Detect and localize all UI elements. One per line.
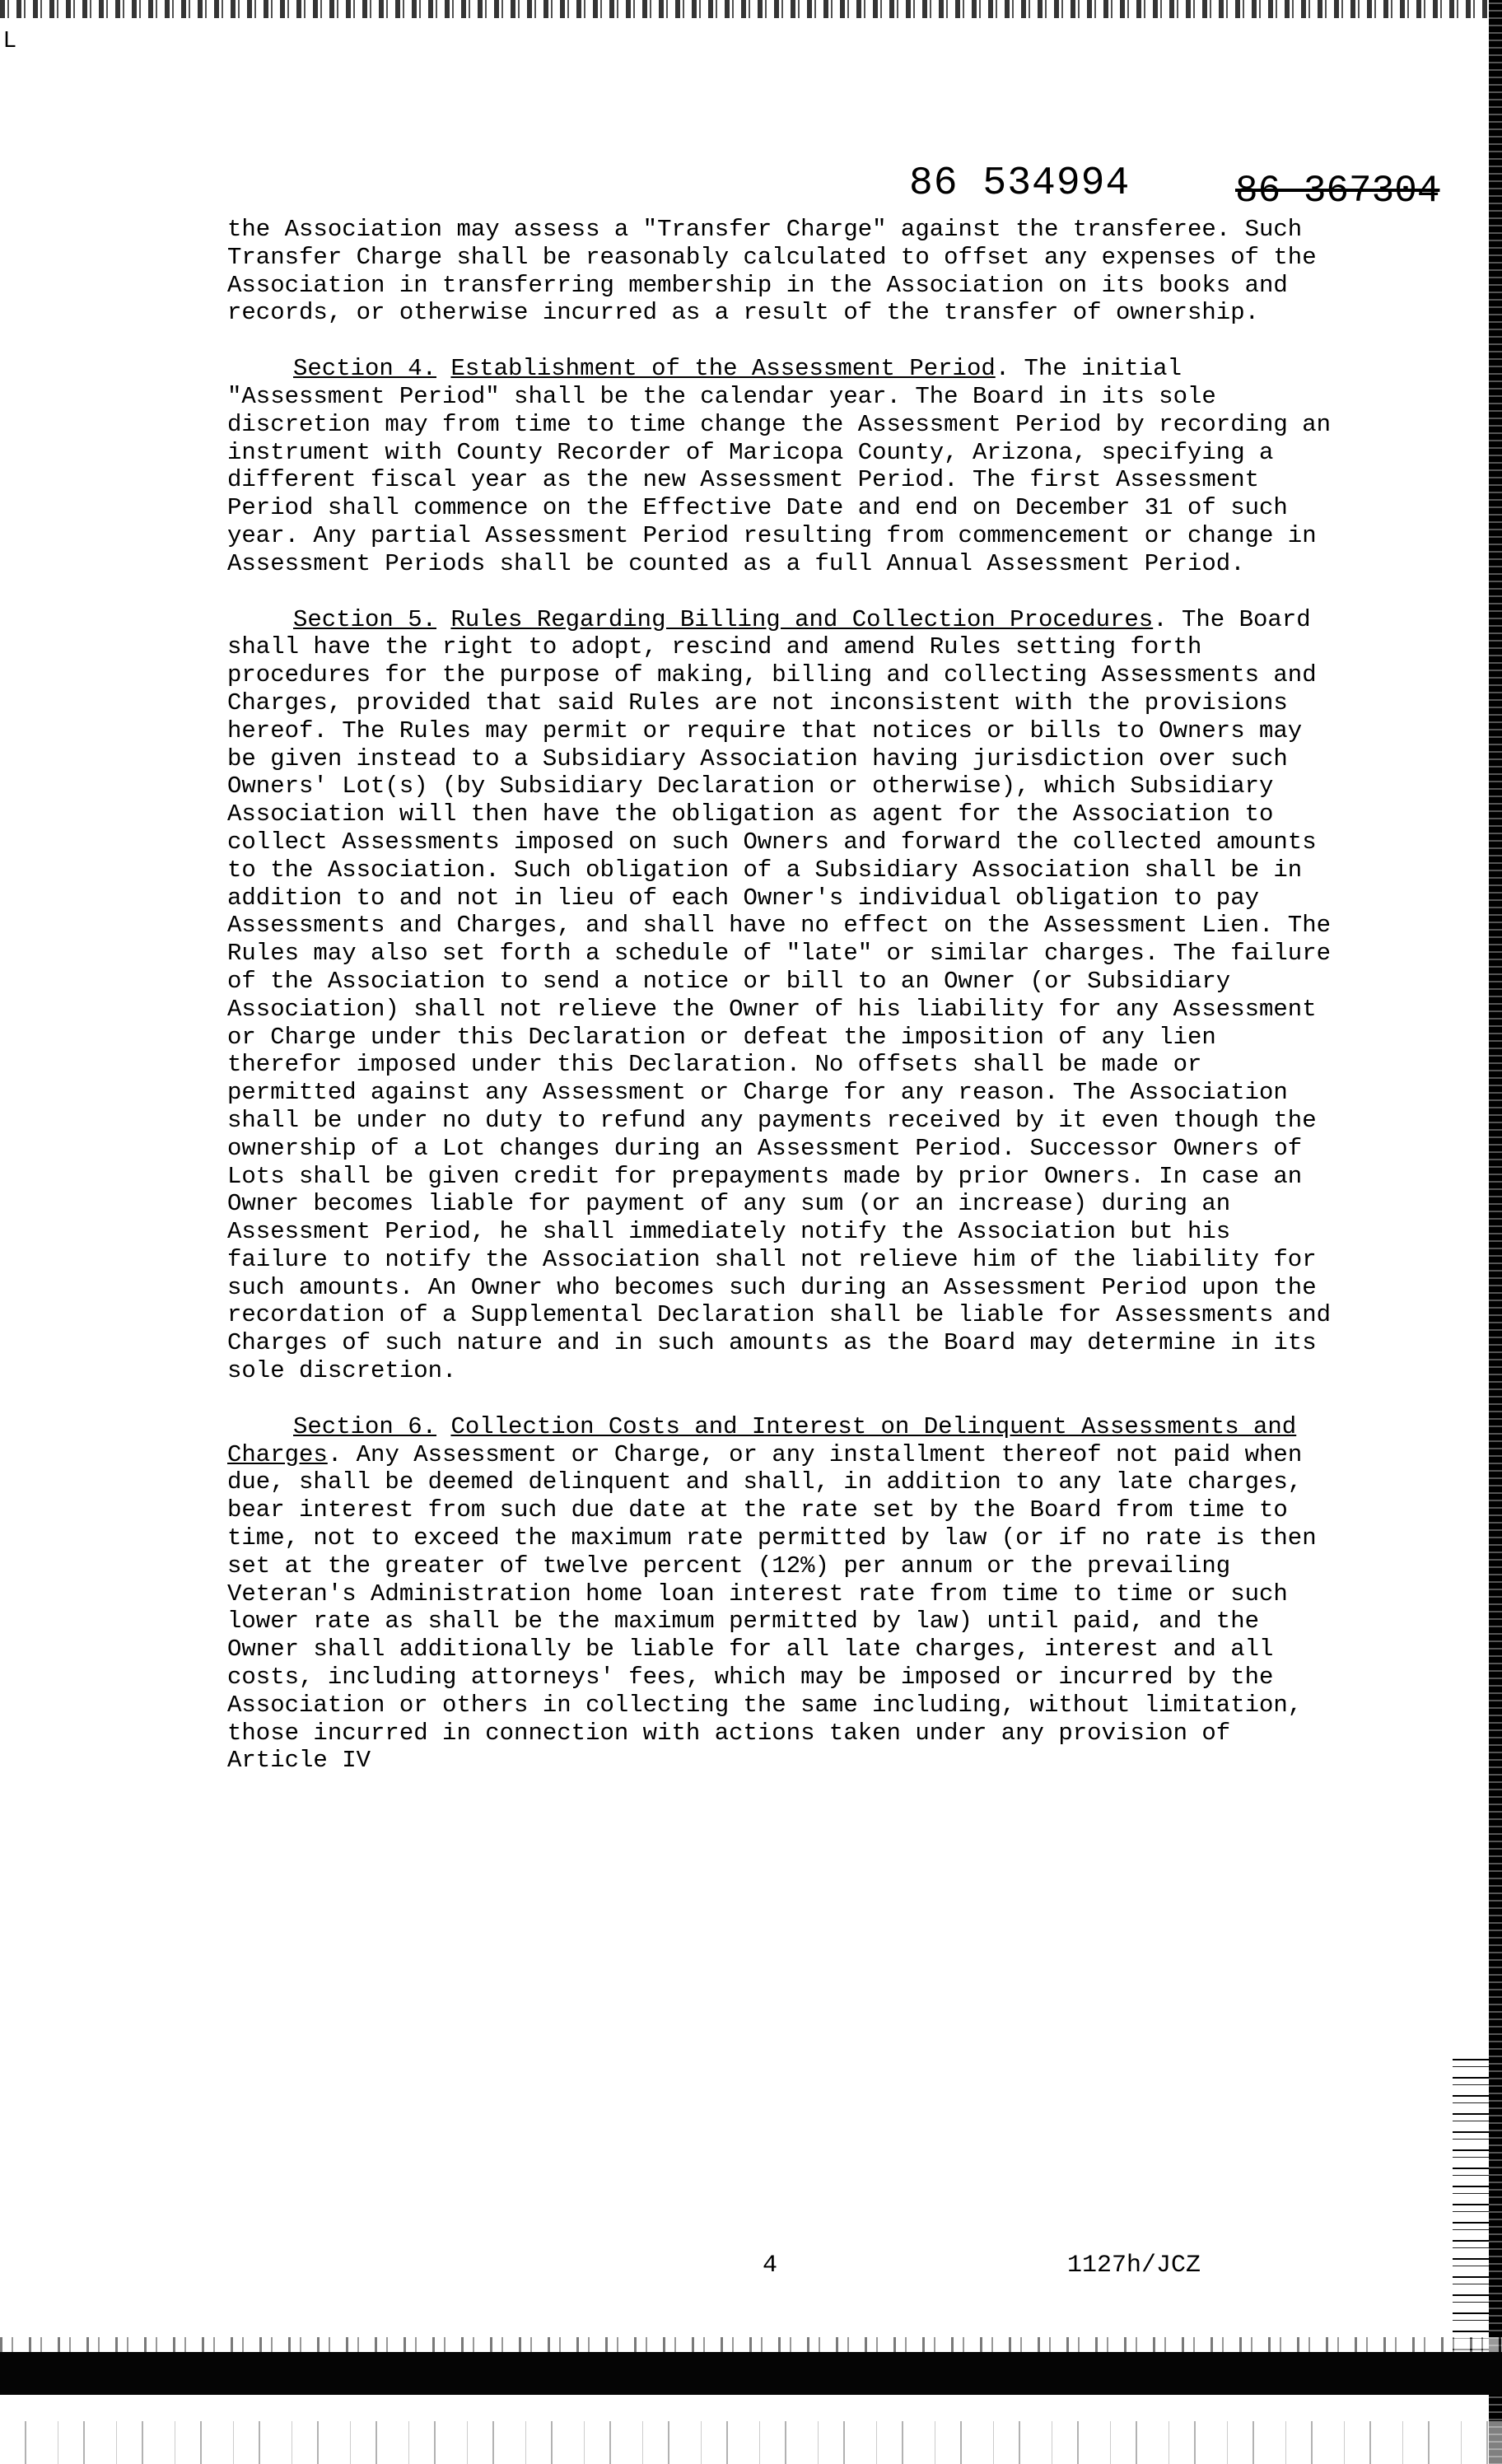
scan-speckle-bottom [0, 2337, 1502, 2352]
corner-mark: L [3, 28, 16, 53]
document-body [227, 216, 1339, 1775]
section-4-body: . The initial "Assessment Period" shall be the calendar year. The Board in its sole discretion may from time to time change the Assessment Period by recording an instrument with County Recorder of Maricopa County, Arizona, specifying a different fiscal year as the new Assessment Period. The first Assessment Period shall commence on the Effective Date and end on December 31 of such year. Any partial Assessment Period resulting from commencement or change in Assessment Periods shall be counted as a full Annual Assessment Period. [227, 355, 1332, 577]
section-5-body: . The Board shall have the right to adopt, rescind and amend Rules setting forth procedures for the purpose of making, billing and collecting Assessments and Charges, provided that said Rules are not inconsistent with the provisions hereof. The Rules may permit or require that notices or bills to Owners may be given instead to a Subsidiary Association having jurisdiction over such Owners' Lot(s) (by Subsidiary Declaration or otherwise), which Subsidiary Association will then have the obligation as agent for the Association to collect Assessments imposed on such Owners and forward the collected amounts to the Association. Such obligation of a Subsidiary Association shall be in addition to and not in lieu of each Owner's individual obligation to pay Assessments and Charges, and shall have no effect on the Assessment Lien. The Rules may also set forth a schedule of "late" or similar charges. The failure of the Association to send a notice or bill to an Owner (or Subsidiary Association) shall not relieve the Owner of his liability for any Assessment or Charge under this Declaration or defeat the imposition of any lien therefor imposed under this Declaration. No offsets shall be made or permitted against any Assessment or Charge for any reason. The Association shall be under no duty to refund any payments received by it even though the ownership of a Lot changes during an Assessment Period. Successor Owners of Lots shall be given credit for prepayments made by prior Owners. In case an Owner becomes liable for payment of any sum (or an increase) during an Assessment Period, he shall immediately notify the Association but his failure to notify the Association shall not relieve him of the liability for such amounts. An Owner who becomes such during an Assessment Period upon the recordation of a Supplemental Declaration shall be liable for Assessments and Charges of such nature and in such amounts as the Board may determine in its sole discretion. [227, 605, 1332, 1385]
section-4-label: Section 4. [293, 355, 437, 383]
paragraph-transfer-charge: the Association may assess a "Transfer Charge" against the transferee. Such Transfer Charge shall be reasonably calculated to offset any expenses of the Association in transferring membership in the Association on its books and records, or otherwise incurred as a result of the transfer of ownership. [227, 216, 1317, 327]
paragraph-section-6 [227, 1413, 1339, 1775]
recording-number: 86 534994 [909, 161, 1131, 206]
section-6-label: Section 6. [293, 1412, 437, 1440]
scan-band-bottom [0, 2352, 1502, 2395]
section-4-title: Establishment of the Assessment Period [450, 355, 996, 383]
scan-edge-right-lower [1453, 2059, 1489, 2372]
paragraph-section-4 [227, 355, 1339, 577]
struck-recording-number: 86 367304 [1235, 170, 1440, 212]
scan-noise-top [0, 0, 1502, 18]
scan-noise-bottom [0, 2421, 1502, 2464]
paragraph-section-5 [227, 606, 1339, 1385]
section-5-label: Section 5. [293, 605, 437, 633]
page-number: 4 [763, 2252, 778, 2280]
scan-edge-right [1489, 0, 1502, 2464]
document-code: 1127h/JCZ [1067, 2252, 1201, 2280]
section-6-body: . Any Assessment or Charge, or any installment thereof not paid when due, shall be deemed delinquent and shall, in addition to any late charges, bear interest from such due date at the rate set by the Board from time to time, not to exceed the maximum rate permitted by law (or if no rate is then set at the greater of twelve percent (12%) per annum or the prevailing Veteran's Administration home loan interest rate from time to time or such lower rate as shall be the maximum permitted by law) until paid, and the Owner shall additionally be liable for all late charges, interest and all costs, including attorneys' fees, which may be imposed or incurred by the Association or others in collecting the same including, without limitation, those incurred in connection with actions taken under any provision of Article IV [227, 1440, 1317, 1775]
section-5-title: Rules Regarding Billing and Collection Procedures [450, 605, 1154, 633]
section-6-title: Collection Costs and Interest on Delinquent Assessments and Charges [227, 1412, 1297, 1468]
